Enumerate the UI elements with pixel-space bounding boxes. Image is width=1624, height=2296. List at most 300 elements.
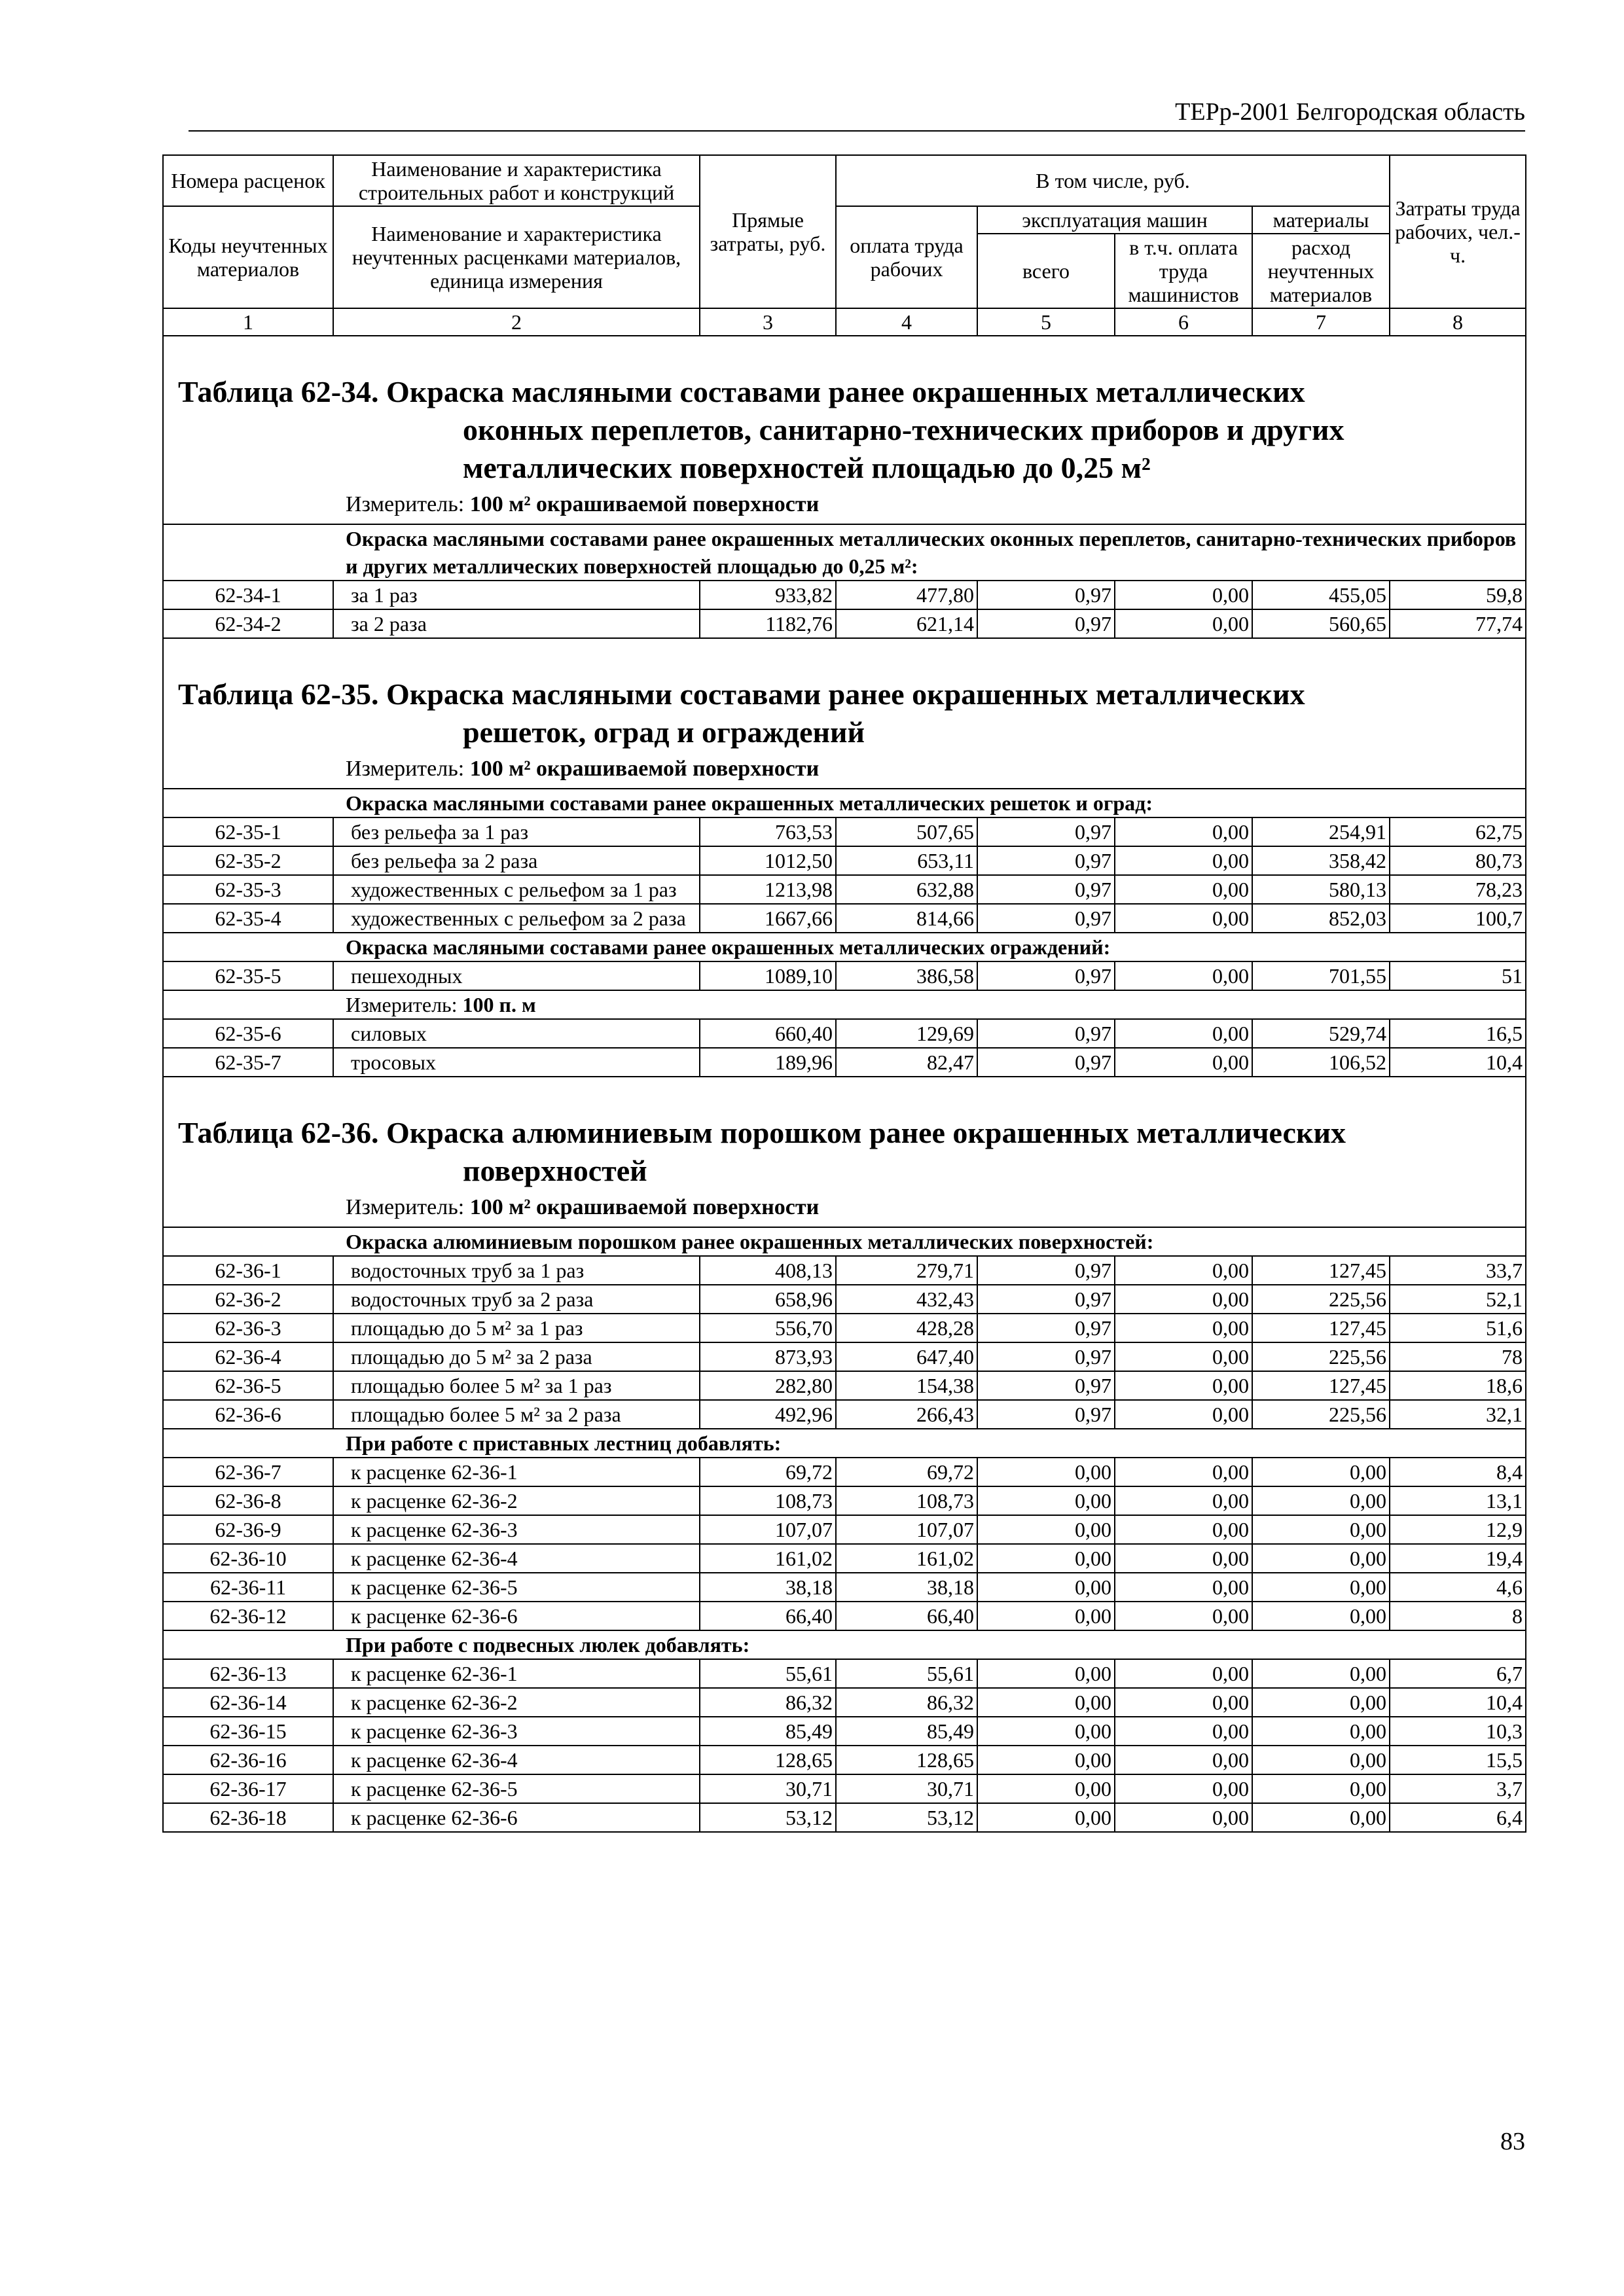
machines-total: 0,97 xyxy=(977,904,1115,933)
labor-pay: 82,47 xyxy=(836,1048,977,1077)
direct-cost: 85,49 xyxy=(700,1717,836,1746)
machines-total: 0,00 xyxy=(977,1602,1115,1630)
materials-cost: 701,55 xyxy=(1252,961,1390,990)
machinists-pay: 0,00 xyxy=(1115,1688,1252,1717)
materials-cost: 0,00 xyxy=(1252,1717,1390,1746)
labor-hours: 51 xyxy=(1390,961,1526,990)
rate-code: 62-34-1 xyxy=(163,581,333,609)
machinists-pay: 0,00 xyxy=(1115,1048,1252,1077)
direct-cost: 873,93 xyxy=(700,1342,836,1371)
rate-code: 62-36-14 xyxy=(163,1688,333,1717)
work-name: площадью более 5 м² за 2 раза xyxy=(333,1400,700,1429)
labor-hours: 62,75 xyxy=(1390,817,1526,846)
machinists-pay: 0,00 xyxy=(1115,817,1252,846)
table-title-line: Таблица 62-34. Окраска масляными составами ранее окрашенных металлических xyxy=(178,375,1305,408)
machinists-pay: 0,00 xyxy=(1115,1602,1252,1630)
materials-cost: 0,00 xyxy=(1252,1688,1390,1717)
group-row xyxy=(163,524,1526,581)
rate-code: 62-36-15 xyxy=(163,1717,333,1746)
work-name: к расценке 62-36-4 xyxy=(333,1544,700,1573)
machines-total: 0,97 xyxy=(977,817,1115,846)
table-row xyxy=(163,1285,1526,1314)
page-number: 83 xyxy=(1500,2128,1525,2155)
work-name: силовых xyxy=(333,1019,700,1048)
work-name: художественных с рельефом за 1 раз xyxy=(333,875,700,904)
table-title-row xyxy=(163,1077,1526,1227)
direct-cost: 107,07 xyxy=(700,1515,836,1544)
labor-hours: 52,1 xyxy=(1390,1285,1526,1314)
price-table-frame xyxy=(162,154,1525,1833)
rate-code: 62-36-8 xyxy=(163,1486,333,1515)
col-num: 8 xyxy=(1390,308,1526,336)
labor-pay: 66,40 xyxy=(836,1602,977,1630)
table-title xyxy=(164,639,1525,751)
col3-header: Прямые затраты, руб. xyxy=(700,155,836,308)
table-row xyxy=(163,904,1526,933)
table-row xyxy=(163,1400,1526,1429)
table-title xyxy=(164,1077,1525,1190)
running-title: ТЕРр-2001 Белгородская область xyxy=(1175,98,1525,126)
machines-total: 0,00 xyxy=(977,1746,1115,1774)
group-row xyxy=(163,1227,1526,1256)
col-num: 2 xyxy=(333,308,700,336)
table-title-line: Таблица 62-35. Окраска масляными составами ранее окрашенных металлических xyxy=(178,677,1305,711)
work-name: к расценке 62-36-6 xyxy=(333,1803,700,1832)
machines-total: 0,00 xyxy=(977,1688,1115,1717)
incl-header: В том числе, руб. xyxy=(836,155,1390,206)
labor-hours: 19,4 xyxy=(1390,1544,1526,1573)
col1-header-b: Коды неучтенных материалов xyxy=(163,206,333,308)
machinists-pay: 0,00 xyxy=(1115,1458,1252,1486)
header-row-1 xyxy=(163,155,1526,206)
measure-line xyxy=(164,487,1525,524)
work-name: площадью до 5 м² за 1 раз xyxy=(333,1314,700,1342)
direct-cost: 658,96 xyxy=(700,1285,836,1314)
direct-cost: 933,82 xyxy=(700,581,836,609)
measure-value: 100 п. м xyxy=(462,993,536,1016)
table-row xyxy=(163,1803,1526,1832)
table-row xyxy=(163,1486,1526,1515)
materials-cost: 560,65 xyxy=(1252,609,1390,638)
machines-total: 0,00 xyxy=(977,1803,1115,1832)
labor-pay: 85,49 xyxy=(836,1717,977,1746)
rate-code: 62-36-1 xyxy=(163,1256,333,1285)
group-heading: Окраска алюминиевым порошком ранее окрашенных металлических поверхностей: xyxy=(163,1227,1526,1256)
direct-cost: 108,73 xyxy=(700,1486,836,1515)
labor-hours: 59,8 xyxy=(1390,581,1526,609)
rate-code: 62-36-3 xyxy=(163,1314,333,1342)
work-name: площадью до 5 м² за 2 раза xyxy=(333,1342,700,1371)
labor-hours: 13,1 xyxy=(1390,1486,1526,1515)
group-heading: При работе с приставных лестниц добавлять: xyxy=(163,1429,1526,1458)
machines-total: 0,97 xyxy=(977,1048,1115,1077)
rate-code: 62-36-9 xyxy=(163,1515,333,1544)
rate-code: 62-35-3 xyxy=(163,875,333,904)
labor-hours: 6,7 xyxy=(1390,1659,1526,1688)
machines-total: 0,97 xyxy=(977,1285,1115,1314)
machines-total: 0,00 xyxy=(977,1486,1115,1515)
direct-cost: 66,40 xyxy=(700,1602,836,1630)
materials-cost: 225,56 xyxy=(1252,1400,1390,1429)
measure-value: 100 м² окрашиваемой поверхности xyxy=(469,757,820,781)
col5-header: всего xyxy=(977,234,1115,308)
direct-cost: 38,18 xyxy=(700,1573,836,1602)
machines-total: 0,97 xyxy=(977,1256,1115,1285)
work-name: за 2 раза xyxy=(333,609,700,638)
machines-total: 0,97 xyxy=(977,875,1115,904)
materials-cost: 106,52 xyxy=(1252,1048,1390,1077)
work-name: художественных с рельефом за 2 раза xyxy=(333,904,700,933)
materials-cost: 0,00 xyxy=(1252,1544,1390,1573)
table-row xyxy=(163,846,1526,875)
materials-cost: 225,56 xyxy=(1252,1342,1390,1371)
machines-total: 0,00 xyxy=(977,1659,1115,1688)
table-row xyxy=(163,1746,1526,1774)
labor-hours: 80,73 xyxy=(1390,846,1526,875)
rate-code: 62-36-2 xyxy=(163,1285,333,1314)
work-name: тросовых xyxy=(333,1048,700,1077)
measure-label: Измеритель: xyxy=(346,1195,465,1219)
machinists-pay: 0,00 xyxy=(1115,846,1252,875)
machinists-pay: 0,00 xyxy=(1115,904,1252,933)
measure-line xyxy=(164,1190,1525,1227)
direct-cost: 189,96 xyxy=(700,1048,836,1077)
direct-cost: 30,71 xyxy=(700,1774,836,1803)
rate-code: 62-36-6 xyxy=(163,1400,333,1429)
group-heading: Окраска масляными составами ранее окрашенных металлических решеток и оград: xyxy=(163,789,1526,817)
machinists-pay: 0,00 xyxy=(1115,961,1252,990)
machines-total: 0,97 xyxy=(977,1019,1115,1048)
measure-line xyxy=(164,751,1525,788)
rate-code: 62-35-6 xyxy=(163,1019,333,1048)
labor-pay: 279,71 xyxy=(836,1256,977,1285)
direct-cost: 69,72 xyxy=(700,1458,836,1486)
labor-hours: 51,6 xyxy=(1390,1314,1526,1342)
table-row xyxy=(163,1371,1526,1400)
labor-hours: 33,7 xyxy=(1390,1256,1526,1285)
materials-cost: 0,00 xyxy=(1252,1515,1390,1544)
machinists-pay: 0,00 xyxy=(1115,1659,1252,1688)
labor-hours: 77,74 xyxy=(1390,609,1526,638)
header-row-2 xyxy=(163,206,1526,234)
direct-cost: 763,53 xyxy=(700,817,836,846)
labor-pay: 128,65 xyxy=(836,1746,977,1774)
col1-header-a: Номера расценок xyxy=(163,155,333,206)
direct-cost: 556,70 xyxy=(700,1314,836,1342)
machinists-pay: 0,00 xyxy=(1115,1400,1252,1429)
work-name: к расценке 62-36-1 xyxy=(333,1659,700,1688)
labor-pay: 108,73 xyxy=(836,1486,977,1515)
group-row xyxy=(163,1630,1526,1659)
table-row xyxy=(163,609,1526,638)
labor-hours: 10,3 xyxy=(1390,1717,1526,1746)
machinists-pay: 0,00 xyxy=(1115,1573,1252,1602)
direct-cost: 408,13 xyxy=(700,1256,836,1285)
price-table xyxy=(162,154,1526,1833)
machinists-pay: 0,00 xyxy=(1115,1342,1252,1371)
col2-header-b: Наименование и характеристика неучтенных расценками материалов, единица измерения xyxy=(333,206,700,308)
group-row xyxy=(163,1429,1526,1458)
rate-code: 62-35-4 xyxy=(163,904,333,933)
machines-total: 0,00 xyxy=(977,1717,1115,1746)
rate-code: 62-36-4 xyxy=(163,1342,333,1371)
rate-code: 62-36-11 xyxy=(163,1573,333,1602)
group-row xyxy=(163,789,1526,817)
direct-cost: 128,65 xyxy=(700,1746,836,1774)
work-name: без рельефа за 2 раза xyxy=(333,846,700,875)
machinists-pay: 0,00 xyxy=(1115,1371,1252,1400)
labor-pay: 814,66 xyxy=(836,904,977,933)
rate-code: 62-36-17 xyxy=(163,1774,333,1803)
machinists-pay: 0,00 xyxy=(1115,1515,1252,1544)
machines-total: 0,97 xyxy=(977,1342,1115,1371)
machinists-pay: 0,00 xyxy=(1115,1746,1252,1774)
col-num: 1 xyxy=(163,308,333,336)
table-title-row xyxy=(163,638,1526,789)
labor-pay: 69,72 xyxy=(836,1458,977,1486)
col-num: 3 xyxy=(700,308,836,336)
table-row xyxy=(163,1688,1526,1717)
machinists-pay: 0,00 xyxy=(1115,1285,1252,1314)
machines-total: 0,97 xyxy=(977,846,1115,875)
rate-code: 62-35-5 xyxy=(163,961,333,990)
group-row xyxy=(163,933,1526,961)
materials-cost: 0,00 xyxy=(1252,1803,1390,1832)
labor-hours: 78 xyxy=(1390,1342,1526,1371)
machines-total: 0,00 xyxy=(977,1544,1115,1573)
materials-header: материалы xyxy=(1252,206,1390,234)
labor-hours: 8,4 xyxy=(1390,1458,1526,1486)
direct-cost: 1182,76 xyxy=(700,609,836,638)
direct-cost: 660,40 xyxy=(700,1019,836,1048)
rate-code: 62-36-12 xyxy=(163,1602,333,1630)
materials-cost: 0,00 xyxy=(1252,1486,1390,1515)
work-name: к расценке 62-36-1 xyxy=(333,1458,700,1486)
machinists-pay: 0,00 xyxy=(1115,1803,1252,1832)
table-row xyxy=(163,1602,1526,1630)
col-num: 7 xyxy=(1252,308,1390,336)
table-row xyxy=(163,1515,1526,1544)
labor-pay: 55,61 xyxy=(836,1659,977,1688)
table-title-line: Таблица 62-36. Окраска алюминиевым порошком ранее окрашенных металлических xyxy=(178,1116,1346,1149)
col6-header: в т.ч. оплата труда машинистов xyxy=(1115,234,1252,308)
group-heading: При работе с подвесных люлек добавлять: xyxy=(163,1630,1526,1659)
labor-pay: 477,80 xyxy=(836,581,977,609)
machines-total: 0,00 xyxy=(977,1515,1115,1544)
table-row xyxy=(163,961,1526,990)
labor-hours: 4,6 xyxy=(1390,1573,1526,1602)
labor-pay: 653,11 xyxy=(836,846,977,875)
labor-pay: 507,65 xyxy=(836,817,977,846)
direct-cost: 1089,10 xyxy=(700,961,836,990)
machinists-pay: 0,00 xyxy=(1115,1774,1252,1803)
materials-cost: 358,42 xyxy=(1252,846,1390,875)
work-name: пешеходных xyxy=(333,961,700,990)
materials-cost: 852,03 xyxy=(1252,904,1390,933)
machinists-pay: 0,00 xyxy=(1115,1314,1252,1342)
table-title-row xyxy=(163,336,1526,524)
direct-cost: 1012,50 xyxy=(700,846,836,875)
rate-code: 62-36-7 xyxy=(163,1458,333,1486)
table-row xyxy=(163,1048,1526,1077)
labor-hours: 8 xyxy=(1390,1602,1526,1630)
labor-pay: 647,40 xyxy=(836,1342,977,1371)
col4-header: оплата труда рабочих xyxy=(836,206,977,308)
materials-cost: 0,00 xyxy=(1252,1573,1390,1602)
machinists-pay: 0,00 xyxy=(1115,581,1252,609)
materials-cost: 127,45 xyxy=(1252,1371,1390,1400)
machines-total: 0,97 xyxy=(977,1400,1115,1429)
table-title-line: решеток, оград и ограждений xyxy=(463,715,865,749)
direct-cost: 53,12 xyxy=(700,1803,836,1832)
work-name: площадью более 5 м² за 1 раз xyxy=(333,1371,700,1400)
col7-header: расход неучтенных материалов xyxy=(1252,234,1390,308)
labor-hours: 3,7 xyxy=(1390,1774,1526,1803)
header-rule xyxy=(189,130,1525,132)
rate-code: 62-36-18 xyxy=(163,1803,333,1832)
work-name: к расценке 62-36-3 xyxy=(333,1717,700,1746)
machines-total: 0,97 xyxy=(977,609,1115,638)
direct-cost: 1667,66 xyxy=(700,904,836,933)
materials-cost: 0,00 xyxy=(1252,1659,1390,1688)
group-heading: Окраска масляными составами ранее окрашенных металлических оконных переплетов, санитарно-технических приборов и других металлических поверхностей площадью до 0,25 м²: xyxy=(163,524,1526,581)
labor-hours: 10,4 xyxy=(1390,1048,1526,1077)
table-row xyxy=(163,1659,1526,1688)
col-num: 5 xyxy=(977,308,1115,336)
labor-pay: 432,43 xyxy=(836,1285,977,1314)
materials-cost: 254,91 xyxy=(1252,817,1390,846)
work-name: без рельефа за 1 раз xyxy=(333,817,700,846)
rate-code: 62-35-7 xyxy=(163,1048,333,1077)
labor-pay: 129,69 xyxy=(836,1019,977,1048)
machines-total: 0,97 xyxy=(977,581,1115,609)
labor-pay: 53,12 xyxy=(836,1803,977,1832)
work-name: водосточных труб за 1 раз xyxy=(333,1256,700,1285)
labor-hours: 78,23 xyxy=(1390,875,1526,904)
materials-cost: 127,45 xyxy=(1252,1314,1390,1342)
table-row xyxy=(163,1256,1526,1285)
measure-value: 100 м² окрашиваемой поверхности xyxy=(469,492,820,516)
col-num: 6 xyxy=(1115,308,1252,336)
column-number-row xyxy=(163,308,1526,336)
materials-cost: 0,00 xyxy=(1252,1602,1390,1630)
work-name: к расценке 62-36-5 xyxy=(333,1774,700,1803)
materials-cost: 580,13 xyxy=(1252,875,1390,904)
work-name: к расценке 62-36-6 xyxy=(333,1602,700,1630)
table-row xyxy=(163,1342,1526,1371)
rate-code: 62-35-2 xyxy=(163,846,333,875)
labor-hours: 32,1 xyxy=(1390,1400,1526,1429)
labor-pay: 38,18 xyxy=(836,1573,977,1602)
rate-code: 62-34-2 xyxy=(163,609,333,638)
labor-hours: 16,5 xyxy=(1390,1019,1526,1048)
direct-cost: 161,02 xyxy=(700,1544,836,1573)
labor-hours: 12,9 xyxy=(1390,1515,1526,1544)
measure-label: Измеритель: xyxy=(346,757,465,781)
machines-total: 0,97 xyxy=(977,961,1115,990)
materials-cost: 529,74 xyxy=(1252,1019,1390,1048)
materials-cost: 225,56 xyxy=(1252,1285,1390,1314)
table-row xyxy=(163,1019,1526,1048)
machines-total: 0,00 xyxy=(977,1774,1115,1803)
work-name: к расценке 62-36-2 xyxy=(333,1486,700,1515)
labor-pay: 107,07 xyxy=(836,1515,977,1544)
table-title-line: поверхностей xyxy=(463,1154,647,1187)
machinists-pay: 0,00 xyxy=(1115,1019,1252,1048)
col2-header-a: Наименование и характеристика строительных работ и конструкций xyxy=(333,155,700,206)
labor-pay: 161,02 xyxy=(836,1544,977,1573)
machinists-pay: 0,00 xyxy=(1115,1486,1252,1515)
table-row xyxy=(163,581,1526,609)
labor-pay: 154,38 xyxy=(836,1371,977,1400)
col-num: 4 xyxy=(836,308,977,336)
labor-pay: 30,71 xyxy=(836,1774,977,1803)
table-title xyxy=(164,336,1525,487)
measure-label: Измеритель: xyxy=(346,993,458,1016)
work-name: за 1 раз xyxy=(333,581,700,609)
work-name: водосточных труб за 2 раза xyxy=(333,1285,700,1314)
machines-header: эксплуатация машин xyxy=(977,206,1252,234)
table-row xyxy=(163,1314,1526,1342)
work-name: к расценке 62-36-5 xyxy=(333,1573,700,1602)
table-row xyxy=(163,1774,1526,1803)
labor-hours: 15,5 xyxy=(1390,1746,1526,1774)
measure-label: Измеритель: xyxy=(346,492,465,516)
labor-pay: 621,14 xyxy=(836,609,977,638)
materials-cost: 0,00 xyxy=(1252,1458,1390,1486)
rate-code: 62-36-16 xyxy=(163,1746,333,1774)
machinists-pay: 0,00 xyxy=(1115,875,1252,904)
table-row xyxy=(163,1458,1526,1486)
col8-header: Затраты труда рабочих, чел.-ч. xyxy=(1390,155,1526,308)
direct-cost: 282,80 xyxy=(700,1371,836,1400)
materials-cost: 455,05 xyxy=(1252,581,1390,609)
materials-cost: 127,45 xyxy=(1252,1256,1390,1285)
direct-cost: 55,61 xyxy=(700,1659,836,1688)
table-title-line: металлических поверхностей площадью до 0,25 м² xyxy=(463,451,1151,484)
machinists-pay: 0,00 xyxy=(1115,1544,1252,1573)
labor-hours: 6,4 xyxy=(1390,1803,1526,1832)
work-name: к расценке 62-36-3 xyxy=(333,1515,700,1544)
measure-row xyxy=(163,990,1526,1019)
materials-cost: 0,00 xyxy=(1252,1746,1390,1774)
table-row xyxy=(163,1573,1526,1602)
table-title-line: оконных переплетов, санитарно-технических приборов и других xyxy=(463,413,1344,446)
labor-hours: 10,4 xyxy=(1390,1688,1526,1717)
labor-hours: 100,7 xyxy=(1390,904,1526,933)
labor-pay: 632,88 xyxy=(836,875,977,904)
work-name: к расценке 62-36-2 xyxy=(333,1688,700,1717)
machinists-pay: 0,00 xyxy=(1115,609,1252,638)
direct-cost: 86,32 xyxy=(700,1688,836,1717)
materials-cost: 0,00 xyxy=(1252,1774,1390,1803)
labor-pay: 386,58 xyxy=(836,961,977,990)
labor-hours: 18,6 xyxy=(1390,1371,1526,1400)
direct-cost: 492,96 xyxy=(700,1400,836,1429)
table-row xyxy=(163,817,1526,846)
table-row xyxy=(163,1544,1526,1573)
rate-code: 62-36-13 xyxy=(163,1659,333,1688)
machines-total: 0,97 xyxy=(977,1371,1115,1400)
rate-code: 62-36-5 xyxy=(163,1371,333,1400)
machinists-pay: 0,00 xyxy=(1115,1256,1252,1285)
rate-code: 62-35-1 xyxy=(163,817,333,846)
direct-cost: 1213,98 xyxy=(700,875,836,904)
machinists-pay: 0,00 xyxy=(1115,1717,1252,1746)
labor-pay: 86,32 xyxy=(836,1688,977,1717)
measure-value: 100 м² окрашиваемой поверхности xyxy=(469,1195,820,1219)
machines-total: 0,00 xyxy=(977,1573,1115,1602)
